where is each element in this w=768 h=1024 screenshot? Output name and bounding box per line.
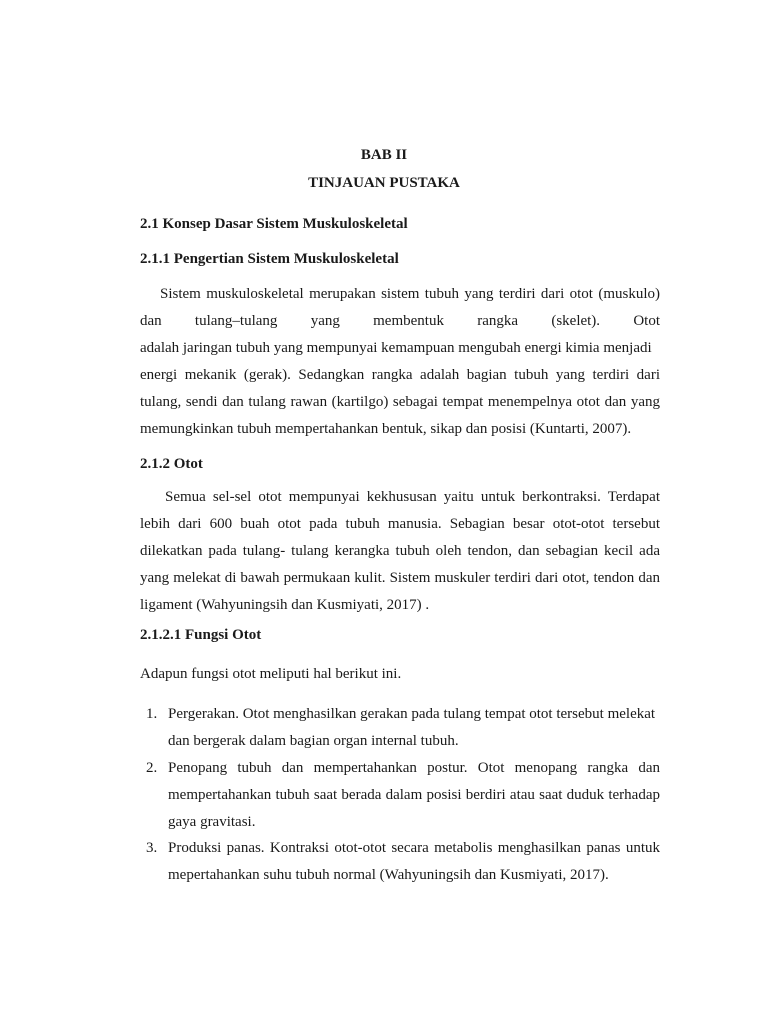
paragraph-line: Sistem muskuloskeletal merupakan sistem tubuh yang terdiri dari otot (muskulo) [160,286,660,302]
paragraph-line: dan tulang–tulang yang membentuk rangka (skelet). Otot [140,313,660,329]
paragraph-line: memungkinkan tubuh mempertahankan bentuk, sikap dan posisi (Kuntarti, 2007). [140,421,632,437]
list-item-line: gaya gravitasi. [168,814,256,830]
list-item-number: 3. [146,840,158,856]
list-item-line: mempertahankan tubuh saat berada dalam posisi berdiri atau saat duduk terhadap [168,787,660,803]
paragraph-line: tulang, sendi dan tulang rawan (kartilgo) sebagai tempat menempelnya otot dan yang [140,394,660,410]
paragraph-line: yang melekat di bawah permukaan kulit. Sistem muskuler terdiri dari otot, tendon dan [140,570,660,586]
section-heading-2-1-2-1: 2.1.2.1 Fungsi Otot [140,627,262,643]
paragraph-line: adalah jaringan tubuh yang mempunyai kemampuan mengubah energi kimia menjadi [140,340,652,356]
list-item-line: Produksi panas. Kontraksi otot-otot secara metabolis menghasilkan panas untuk [168,840,660,856]
paragraph-line: Semua sel-sel otot mempunyai kekhususan yaitu untuk berkontraksi. Terdapat [165,489,660,505]
section-heading-2-1: 2.1 Konsep Dasar Sistem Muskuloskeletal [140,216,408,232]
paragraph-line: energi mekanik (gerak). Sedangkan rangka adalah bagian tubuh yang terdiri dari [140,367,660,383]
chapter-title: TINJAUAN PUSTAKA [308,175,460,191]
list-item-line: Penopang tubuh dan mempertahankan postur. Otot menopang rangka dan [168,760,660,776]
section-heading-2-1-2: 2.1.2 Otot [140,456,203,472]
paragraph-intro: Adapun fungsi otot meliputi hal berikut ini. [140,666,402,682]
list-item-number: 1. [146,706,158,722]
chapter-number: BAB II [360,147,408,163]
paragraph-line: lebih dari 600 buah otot pada tubuh manusia. Sebagian besar otot-otot tersebut [140,516,660,532]
paragraph-line: ligament (Wahyuningsih dan Kusmiyati, 2017) . [140,597,430,613]
list-item-number: 2. [146,760,158,776]
paragraph-line: dilekatkan pada tulang- tulang kerangka tubuh oleh tendon, dan sebagian kecil ada [140,543,660,559]
list-item-line: Pergerakan. Otot menghasilkan gerakan pada tulang tempat otot tersebut melekat [168,706,656,722]
list-item-line: dan bergerak dalam bagian organ internal tubuh. [168,733,459,749]
section-heading-2-1-1: 2.1.1 Pengertian Sistem Muskuloskeletal [140,251,399,267]
list-item-line: mepertahankan suhu tubuh normal (Wahyuningsih dan Kusmiyati, 2017). [168,867,609,883]
